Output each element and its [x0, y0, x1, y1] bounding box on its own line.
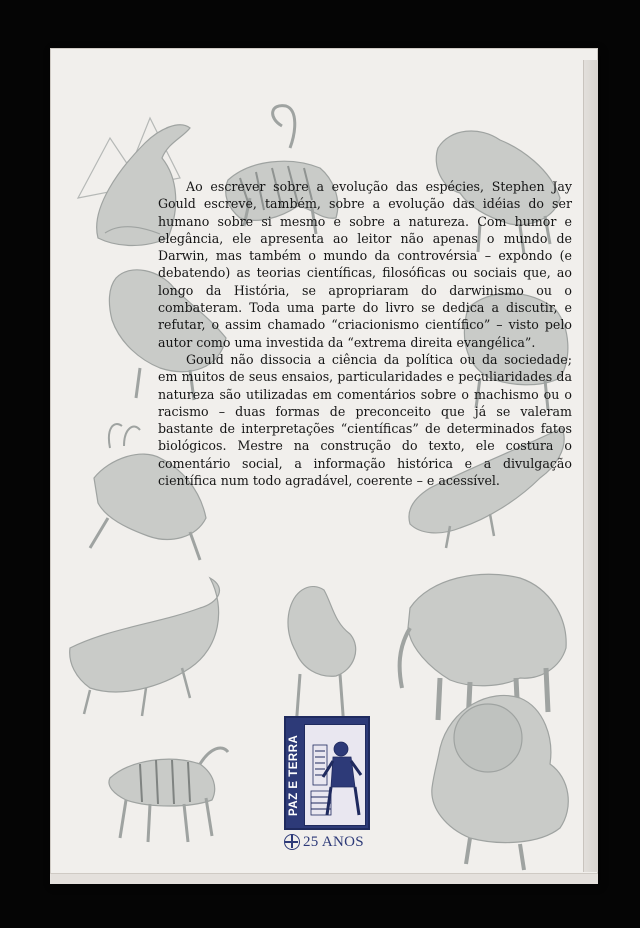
anniversary-text: 25 ANOS — [303, 833, 364, 850]
back-cover-blurb — [158, 178, 572, 489]
elephant-icon — [408, 574, 566, 686]
blurb-paragraph-2: Gould não dissocia a ciência da política ou da sociedade; em muitos de seus ensaios, particularidades e peculiaridades da natureza são utilizadas em comentários sobre o machismo ou o racismo – duas formas de preconceito que já se valeram bastante de interpretações “científicas” de determinados fatos biológicos. Mestre na construção do texto, ele costura o comentário social, a informação histórica e a divulgação científica num todo agradável, coerente – e acessível. — [158, 351, 572, 489]
blurb-paragraph-1: Ao escrever sobre a evolução das espécies, Stephen Jay Gould escreve, também, sobre a evolução das idéias do ser humano sobre si mesmo e sobre a natureza. Com humor e elegância, ele apresenta ao leitor não apenas o mundo de Darwin, mas também o mundo da controvérsia – expondo (e debatendo) as teorias científicas, filosóficas ou sociais que, ao longo da História, se apropriaram do darwinismo ou o combateram. Toda uma parte do livro se dedica a discutir, e refutar, o assim chamado “criacionismo científico” – visto pelo autor como uma investida da “extrema direita evangélica”. — [158, 179, 572, 350]
publisher-name: PAZ E TERRA — [288, 734, 300, 816]
cover-bottom-edge — [50, 873, 598, 884]
cross-circle-icon — [284, 834, 300, 850]
publisher-logo — [284, 716, 370, 852]
printer-figure-icon — [305, 725, 365, 825]
book-back-cover — [50, 48, 598, 884]
logo-illustration — [304, 724, 366, 826]
crocodile-left-icon — [70, 578, 220, 692]
zebra-icon — [109, 759, 215, 806]
logo-frame — [284, 716, 370, 830]
cover-edge — [583, 60, 598, 872]
camel-icon — [288, 587, 356, 677]
anniversary-badge — [284, 832, 370, 852]
